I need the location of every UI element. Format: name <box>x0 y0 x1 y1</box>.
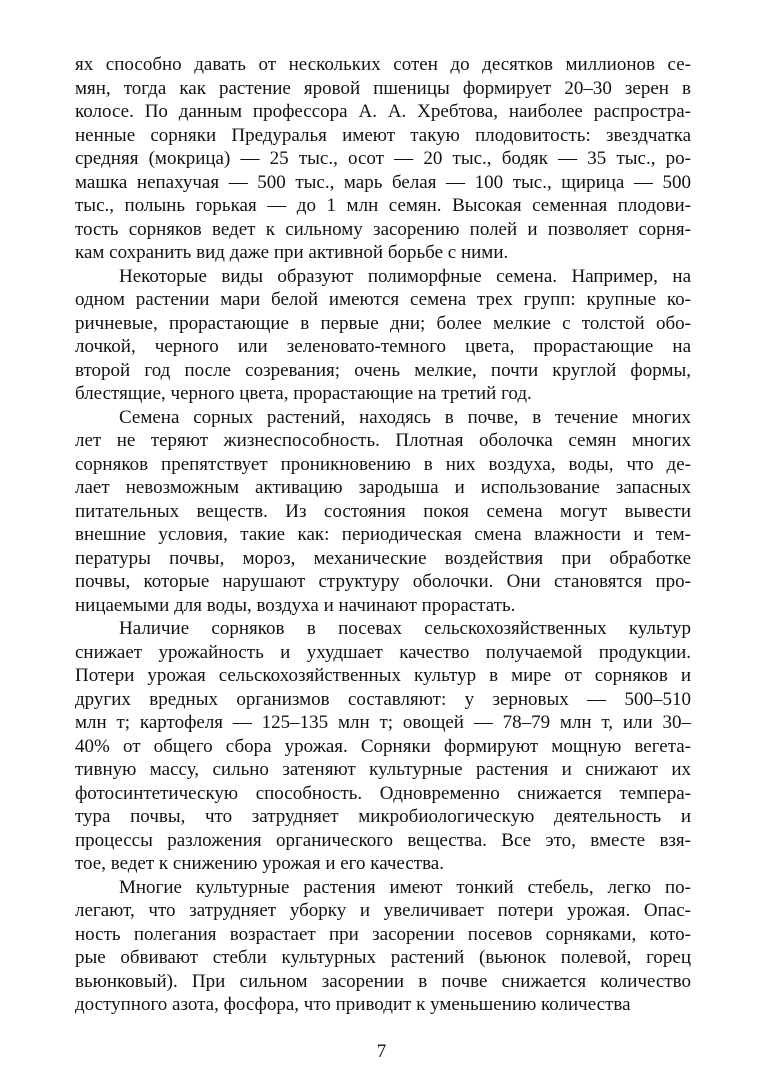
text-line: мян, тогда как растение яровой пшеницы формирует 20–30 зерен в <box>75 77 691 99</box>
text-line: лает невозможным активацию зародыша и использование запасных <box>75 477 691 498</box>
text-line: внешние условия, такие как: периодическая смена влажности и тем- <box>75 524 691 545</box>
text-line: пературы почвы, мороз, механические воздействия при обработке <box>75 547 691 569</box>
text-line: сорняков препятствует проникновению в них воздуха, воды, что де- <box>75 453 691 475</box>
text-line: Наличие сорняков в посевах сельскохозяйственных культур <box>119 618 691 639</box>
text-line: одном растении мари белой имеются семена трех групп: крупные ко- <box>75 289 691 310</box>
paragraph <box>75 53 691 265</box>
text-line: процессы разложения органического вещества. Все это, вместе взя- <box>75 829 691 851</box>
text-line: почвы, которые нарушают структуру оболочки. Они становятся про- <box>75 571 691 592</box>
text-line: других вредных организмов составляют: у зерновых — 500–510 <box>75 688 691 710</box>
text-line: лочкой, черного или зеленовато-темного цвета, прорастающие на <box>75 336 691 357</box>
text-line: рые обвивают стебли культурных растений (вьюнок полевой, горец <box>75 947 691 968</box>
text-line: млн т; картофеля — 125–135 млн т; овощей — 78–79 млн т, или 30– <box>75 712 691 733</box>
text-line: ненные сорняки Предуралья имеют такую плодовитость: звездчатка <box>75 124 691 146</box>
text-line: ность полегания возрастает при засорении посевов сорняками, кото- <box>75 923 691 945</box>
text-line: ричневые, прорастающие в первые дни; более мелкие с толстой обо- <box>75 312 691 334</box>
paragraph <box>75 876 691 1017</box>
text-line: средняя (мокрица) — 25 тыс., осот — 20 тыс., бодяк — 35 тыс., ро- <box>75 148 691 169</box>
paragraph <box>75 406 691 618</box>
text-line: тость сорняков ведет к сильному засорению полей и позволяет сорня- <box>75 218 691 240</box>
text-line: машка непахучая — 500 тыс., марь белая — 100 тыс., щирица — 500 <box>75 171 691 193</box>
text-line: кам сохранить вид даже при активной борьбе с ними. <box>75 242 509 263</box>
text-line: второй год после созревания; очень мелкие, почти круглой формы, <box>75 359 691 381</box>
text-line: колосе. По данным профессора А. А. Хребтова, наиболее распростра- <box>75 101 691 122</box>
text-line: Некоторые виды образуют полиморфные семена. Например, на <box>119 265 691 287</box>
text-line: Многие культурные растения имеют тонкий стебель, легко по- <box>119 876 691 898</box>
text-line: блестящие, черного цвета, прорастающие на третий год. <box>75 383 532 404</box>
text-line: ницаемыми для воды, воздуха и начинают прорастать. <box>75 594 516 616</box>
text-line: тивную массу, сильно затеняют культурные растения и снижают их <box>75 759 691 780</box>
text-line: тое, ведет к снижению урожая и его качества. <box>75 853 444 874</box>
page-number: 7 <box>376 1041 387 1062</box>
paragraph <box>75 265 691 406</box>
text-line: фотосинтетическую способность. Одновременно снижается темпера- <box>75 782 691 804</box>
text-line: 40% от общего сбора урожая. Сорняки формируют мощную вегета- <box>75 735 691 757</box>
text-line: легают, что затрудняет уборку и увеличивает потери урожая. Опас- <box>75 900 691 921</box>
text-line: доступного азота, фосфора, что приводит к уменьшению количества <box>75 994 631 1015</box>
text-line: тура почвы, что затрудняет микробиологическую деятельность и <box>75 806 691 827</box>
text-line: тыс., полынь горькая — до 1 млн семян. Высокая семенная плодови- <box>75 195 691 216</box>
text-line: снижает урожайность и ухудшает качество получаемой продукции. <box>75 641 691 663</box>
text-line: вьюнковый). При сильном засорении в почве снижается количество <box>75 970 691 992</box>
text-line: Семена сорных растений, находясь в почве, в течение многих <box>119 406 691 428</box>
text-line: питательных веществ. Из состояния покоя семена могут вывести <box>75 500 691 522</box>
text-line: Потери урожая сельскохозяйственных культур в мире от сорняков и <box>75 665 691 686</box>
text-line: ях способно давать от нескольких сотен до десятков миллионов се- <box>75 54 691 75</box>
body-text <box>75 53 691 1017</box>
text-line: лет не теряют жизнеспособность. Плотная оболочка семян многих <box>75 430 691 451</box>
paragraph <box>75 617 691 876</box>
